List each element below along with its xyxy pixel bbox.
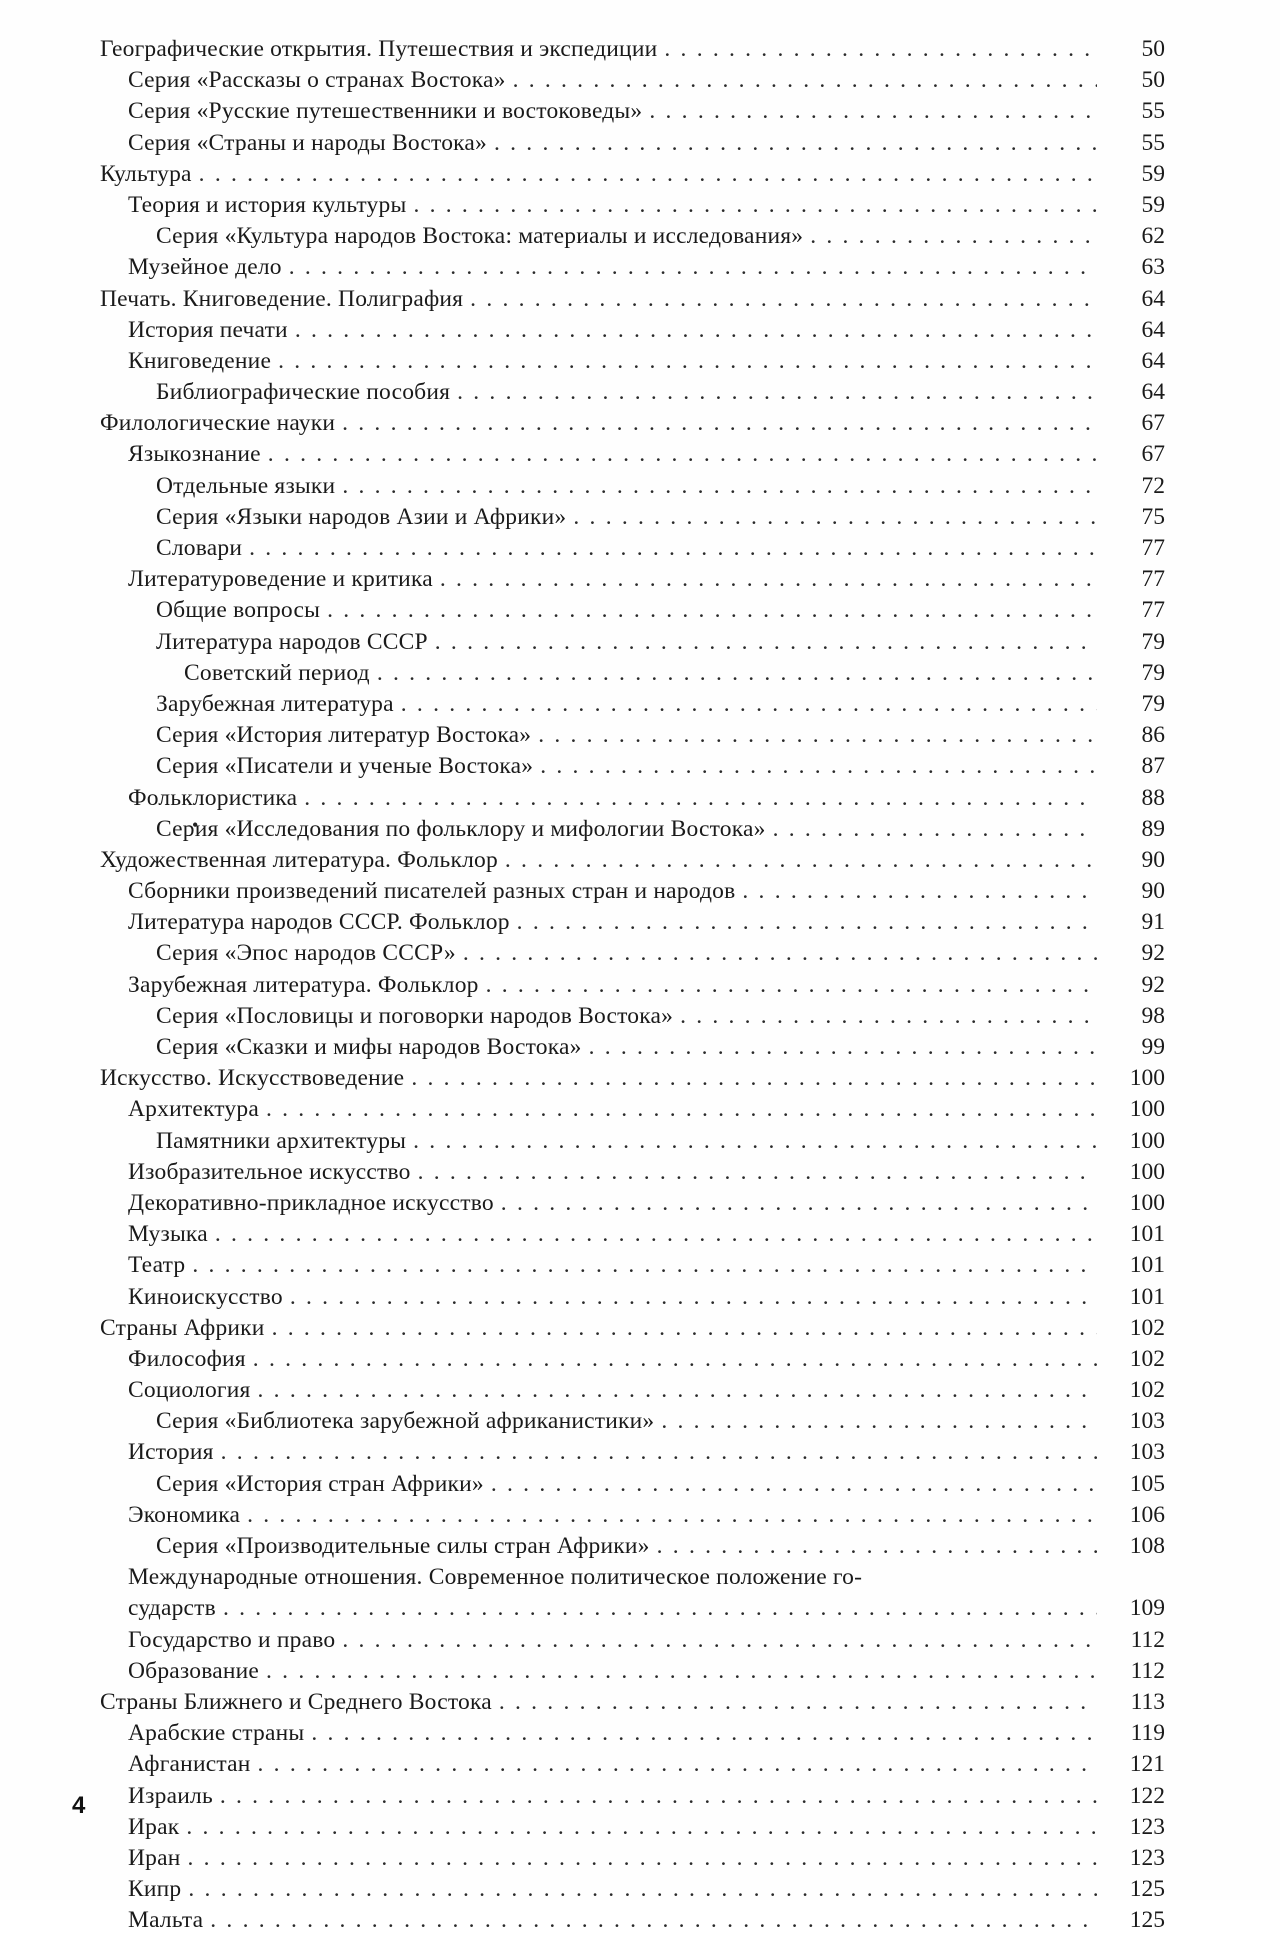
toc-entry-page: 98: [1141, 1002, 1165, 1029]
toc-entry-label: Серия «История литератур Востока»: [156, 722, 532, 749]
toc-entry-label: Искусство. Искусствоведение: [100, 1065, 405, 1092]
toc-entry-label: Серия «Культура народов Востока: материалы и исследования»: [156, 223, 804, 250]
toc-entry[interactable]: [100, 1345, 1165, 1379]
toc-entry-label: Зарубежная литература: [156, 690, 394, 717]
toc-entry-page: 101: [1129, 1252, 1165, 1279]
toc-entry[interactable]: [100, 347, 1165, 381]
toc-leader-dots: [486, 974, 1097, 998]
toc-entry[interactable]: [100, 1722, 1165, 1753]
toc-entry-page: 91: [1141, 909, 1165, 936]
toc-leader-dots: [268, 443, 1097, 467]
toc-entry[interactable]: [100, 599, 1165, 630]
toc-entry-page: 101: [1129, 1221, 1165, 1248]
toc-entry[interactable]: [100, 911, 1165, 942]
toc-leader-dots: [589, 1036, 1097, 1060]
toc-entry-page: 100: [1129, 1158, 1165, 1185]
toc-entry[interactable]: [100, 942, 1165, 973]
toc-leader-dots: [513, 69, 1097, 93]
toc-leader-dots: [253, 1348, 1097, 1372]
toc-entry[interactable]: [100, 381, 1165, 412]
toc-leader-dots: [311, 1722, 1097, 1746]
toc-entry-page: 79: [1141, 690, 1165, 717]
toc-entry[interactable]: [100, 100, 1165, 131]
toc-entry[interactable]: [100, 256, 1165, 287]
toc-entry-label: Ирак: [128, 1813, 180, 1840]
toc-entry[interactable]: [100, 285, 1165, 319]
toc-entry[interactable]: [100, 1909, 1165, 1940]
toc-entry-label: Афганистан: [128, 1751, 251, 1778]
toc-entry[interactable]: [100, 69, 1165, 100]
toc-entry[interactable]: [100, 1254, 1165, 1285]
toc-entry-label: Иран: [128, 1844, 181, 1871]
toc-entry[interactable]: [100, 815, 1165, 849]
toc-entry-page: 64: [1141, 316, 1165, 343]
toc-leader-dots: [413, 194, 1097, 218]
toc-leader-dots: [289, 256, 1097, 280]
toc-entry-page: 100: [1129, 1065, 1165, 1092]
toc-entry-label: • Серия «Исследования по фольклору и мифологии Востока»: [156, 818, 773, 842]
toc-leader-dots: [186, 1816, 1097, 1840]
toc-entry-page: 55: [1141, 129, 1165, 156]
toc-entry-label: Языкознание: [128, 441, 261, 468]
toc-entry-page: 125: [1129, 1876, 1165, 1903]
toc-leader-dots: [411, 1067, 1097, 1091]
toc-leader-dots: [377, 662, 1097, 686]
toc-entry-label: Музейное дело: [128, 254, 282, 281]
toc-entry-label: Серия «История стран Африки»: [156, 1470, 484, 1497]
toc-entry-page: 90: [1141, 846, 1165, 873]
toc-entry-label: Библиографические пособия: [156, 379, 451, 406]
toc-entry-page: 77: [1141, 597, 1165, 624]
toc-entry-page: 64: [1141, 285, 1165, 312]
toc-entry-page: 109: [1129, 1595, 1165, 1622]
toc-leader-dots: [810, 225, 1097, 249]
toc-entry[interactable]: [100, 1410, 1165, 1441]
toc-entry-page: 102: [1129, 1377, 1165, 1404]
toc-entry-page: 72: [1141, 472, 1165, 499]
toc-leader-dots: [457, 381, 1097, 405]
toc-entry-label: История печати: [128, 316, 288, 343]
toc-entry-label: Государство и право: [128, 1626, 336, 1653]
toc-leader-dots: [470, 288, 1097, 312]
toc-entry-page: 64: [1141, 379, 1165, 406]
toc-entry-label: Серия «Библиотека зарубежной африканистики»: [156, 1408, 655, 1435]
toc-entry[interactable]: [100, 537, 1165, 568]
toc-leader-dots: [413, 1130, 1097, 1154]
toc-entry-page: 113: [1130, 1688, 1165, 1715]
toc-entry[interactable]: [100, 1844, 1165, 1878]
toc-entry-label: Музыка: [128, 1221, 208, 1248]
toc-entry[interactable]: [100, 1189, 1165, 1223]
toc-entry-page: 59: [1141, 191, 1165, 218]
toc-entry-label: Отдельные языки: [156, 472, 336, 499]
toc-entry[interactable]: [100, 724, 1165, 755]
toc-entry-label: Серия «Русские путешественники и востоковеды»: [128, 98, 643, 125]
toc-entry-label: Социология: [128, 1377, 251, 1404]
toc-entry-label: Литература народов СССР. Фольклор: [128, 909, 510, 936]
toc-entry-page: 88: [1141, 784, 1165, 811]
toc-entry-page: 106: [1129, 1501, 1165, 1528]
toc-leader-dots: [342, 1629, 1097, 1653]
toc-entry-label: Серия «Эпос народов СССР»: [156, 940, 456, 967]
toc-entry[interactable]: [100, 1314, 1165, 1348]
toc-leader-dots: [435, 631, 1097, 655]
toc-entry[interactable]: [100, 1223, 1165, 1254]
toc-entry-page: 92: [1141, 940, 1165, 967]
toc-entry[interactable]: [100, 129, 1165, 163]
toc-leader-dots: [290, 1286, 1097, 1310]
toc-entry-page: 123: [1129, 1844, 1165, 1871]
toc-entry-label: Архитектура: [128, 1096, 259, 1123]
toc-entry[interactable]: [100, 1379, 1165, 1410]
toc-entry-label: Печать. Книговедение. Полиграфия: [100, 285, 464, 312]
toc-entry-label: Советский период: [184, 659, 370, 686]
toc-leader-dots: [657, 1535, 1097, 1559]
toc-entry-page: 102: [1129, 1345, 1165, 1372]
toc-leader-dots: [418, 1161, 1097, 1185]
toc-entry-label: Театр: [128, 1252, 186, 1279]
toc-entry-label: Культура: [100, 160, 192, 187]
toc-entry[interactable]: [100, 1036, 1165, 1067]
toc-entry-label: Словари: [156, 535, 243, 561]
toc-entry-page: 50: [1141, 36, 1165, 62]
toc-leader-dots: [494, 132, 1097, 156]
toc-entry-label: Образование: [128, 1657, 260, 1684]
toc-entry-page: 86: [1141, 722, 1165, 749]
toc-leader-dots: [664, 38, 1097, 62]
toc-leader-dots: [221, 1441, 1097, 1465]
toc-entry-label: Книговедение: [128, 347, 272, 374]
toc-entry-page: 67: [1141, 410, 1165, 437]
toc-entry-page: 75: [1141, 503, 1165, 530]
toc-entry-label: Серия «Производительные силы стран Африки»: [156, 1533, 650, 1559]
toc-entry-label: Экономика: [128, 1501, 241, 1528]
toc-entry[interactable]: [100, 1283, 1165, 1317]
toc-leader-dots: [210, 1909, 1097, 1933]
toc-entry-label: Серия «Рассказы о странах Востока»: [128, 67, 506, 94]
toc-entry[interactable]: [100, 503, 1165, 537]
toc-entry[interactable]: [100, 472, 1165, 506]
toc-leader-dots: [199, 163, 1097, 187]
toc-leader-dots: [540, 755, 1097, 779]
toc-leader-dots: [266, 1098, 1097, 1122]
toc-leader-dots: [192, 1254, 1097, 1278]
toc-entry-label: Общие вопросы: [156, 597, 321, 624]
toc-leader-dots: [327, 599, 1097, 623]
toc-entry-page: 59: [1141, 160, 1165, 187]
toc-entry[interactable]: [100, 1566, 1165, 1628]
toc-entry-label: Мальта: [128, 1907, 204, 1934]
toc-entry-label: Литературоведение и критика: [128, 566, 433, 593]
toc-entry-label: Сборники произведений писателей разных стран и народов: [128, 878, 736, 905]
toc-leader-dots: [215, 1223, 1097, 1247]
toc-entry[interactable]: [100, 1002, 1165, 1036]
toc-entry[interactable]: [100, 1098, 1165, 1129]
toc-entry[interactable]: [100, 443, 1165, 474]
toc-leader-dots: [258, 1753, 1097, 1777]
toc-entry-label: Теория и история культуры: [128, 191, 407, 218]
toc-entry[interactable]: [100, 880, 1165, 911]
toc-leader-dots: [223, 1597, 1097, 1621]
toc-entry-page: 125: [1129, 1907, 1165, 1934]
toc-leader-dots: [517, 911, 1097, 935]
toc-leader-dots: [491, 1473, 1097, 1497]
toc-entry-page: 79: [1141, 659, 1165, 686]
toc-leader-dots: [499, 1691, 1097, 1715]
toc-entry-page: 122: [1129, 1782, 1165, 1809]
toc-entry[interactable]: [100, 225, 1165, 256]
toc-entry-page: 63: [1141, 254, 1165, 281]
toc-entry-label: Израиль: [128, 1782, 213, 1809]
toc-entry-page: 119: [1130, 1720, 1165, 1747]
toc-entry-page: 79: [1141, 628, 1165, 655]
toc-entry-page: 50: [1141, 67, 1165, 94]
toc-leader-dots: [501, 1192, 1097, 1216]
toc-leader-dots: [342, 412, 1097, 436]
toc-entry[interactable]: [100, 628, 1165, 662]
toc-entry-label: Серия «Пословицы и поговорки народов Востока»: [156, 1002, 674, 1029]
toc-entry[interactable]: [100, 1626, 1165, 1660]
toc-entry-page: 100: [1129, 1127, 1165, 1154]
toc-entry-label: Страны Африки: [100, 1314, 265, 1341]
toc-entry-page: 100: [1129, 1096, 1165, 1123]
toc-entry-page: 90: [1141, 878, 1165, 905]
toc-leader-dots: [266, 1660, 1097, 1684]
toc-entry-page: 108: [1129, 1533, 1165, 1559]
toc-entry-page: 92: [1141, 971, 1165, 998]
toc-entry-label-continued: сударств . . . 109: [100, 1597, 1165, 1628]
toc-entry-label: Фольклористика: [128, 784, 298, 811]
toc-leader-dots: [278, 350, 1097, 374]
toc-leader-dots: [342, 475, 1097, 499]
toc-entry-label: Филологические науки: [100, 410, 336, 437]
toc-entry-label: Кипр: [128, 1876, 182, 1903]
toc-entry-page: 55: [1141, 98, 1165, 125]
toc-entry[interactable]: [100, 1657, 1165, 1691]
toc-entry[interactable]: [100, 690, 1165, 724]
toc-entry-page: 67: [1141, 441, 1165, 468]
toc-entry-page: 103: [1129, 1439, 1165, 1466]
toc-entry-page: 112: [1130, 1657, 1165, 1684]
toc-entry[interactable]: [100, 1878, 1165, 1909]
toc-entry[interactable]: [100, 1753, 1165, 1784]
toc-entry[interactable]: [100, 316, 1165, 350]
toc-leader-dots: [295, 319, 1097, 343]
toc-entry[interactable]: [100, 1688, 1165, 1722]
toc-entry-page: 123: [1129, 1813, 1165, 1840]
toc-entry-label: Памятники архитектуры: [156, 1127, 407, 1154]
toc-leader-dots: [220, 1785, 1097, 1809]
toc-entry-label: Арабские страны: [128, 1720, 305, 1747]
toc-entry[interactable]: [100, 1813, 1165, 1847]
toc-leader-dots: [247, 1504, 1097, 1528]
toc-leader-dots: [573, 506, 1097, 530]
toc-entry-label: Серия «Сказки и мифы народов Востока»: [156, 1034, 582, 1060]
toc-leader-dots: [272, 1317, 1097, 1341]
toc-entry-page: 77: [1141, 566, 1165, 593]
toc-entry-page: 64: [1141, 347, 1165, 374]
toc-entry[interactable]: [100, 1782, 1165, 1816]
toc-leader-dots: [742, 880, 1097, 904]
toc-entry-label: Страны Ближнего и Среднего Востока: [100, 1688, 492, 1715]
toc-entry[interactable]: [100, 1470, 1165, 1504]
toc-entry-label: Декоративно-прикладное искусство: [128, 1189, 494, 1216]
toc-leader-dots: [188, 1847, 1097, 1871]
toc-entry[interactable]: [100, 1441, 1165, 1472]
toc-entry-label: Изобразительное искусство: [128, 1158, 411, 1185]
toc-entry-page: 103: [1129, 1408, 1165, 1435]
toc-entry[interactable]: [100, 1158, 1165, 1192]
toc-entry-page: 89: [1141, 815, 1165, 842]
toc-entry[interactable]: [100, 1127, 1165, 1161]
toc-entry-label: Серия «Страны и народы Востока»: [128, 129, 487, 156]
toc-leader-dots: [463, 942, 1097, 966]
toc-entry[interactable]: [100, 659, 1165, 693]
toc-entry-label: Литература народов СССР: [156, 628, 428, 655]
toc-entry-label: История: [128, 1439, 214, 1466]
toc-entry-label: Географические открытия. Путешествия и экспедиции: [100, 36, 658, 62]
toc-leader-dots: [773, 818, 1097, 842]
toc-entry[interactable]: [100, 755, 1165, 786]
toc-entry[interactable]: [100, 1535, 1165, 1566]
toc-entry[interactable]: [100, 971, 1165, 1005]
toc-leader-dots: [401, 693, 1097, 717]
toc-entry[interactable]: [100, 1067, 1165, 1098]
toc-entry-page: 99: [1141, 1034, 1165, 1060]
toc-entry-page: 112: [1130, 1626, 1165, 1653]
toc-entry-page: 121: [1129, 1751, 1165, 1778]
toc-entry[interactable]: [100, 38, 1165, 69]
toc-entry-label: Серия «Писатели и ученые Востока»: [156, 753, 534, 780]
toc-entry-page: 100: [1129, 1189, 1165, 1216]
toc-entry[interactable]: [100, 568, 1165, 599]
toc-entry[interactable]: [100, 412, 1165, 443]
toc-entry[interactable]: [100, 784, 1165, 818]
toc-entry-label: Художественная литература. Фольклор: [100, 846, 498, 873]
toc-leader-dots: [188, 1878, 1097, 1902]
toc-leader-dots: [649, 100, 1097, 124]
toc-leader-dots: [505, 849, 1097, 873]
toc-entry-page: 62: [1141, 223, 1165, 250]
toc-entry-label: Международные отношения. Современное политическое положение го-: [128, 1564, 863, 1591]
toc-leader-dots: [304, 787, 1097, 811]
toc-entry-page: 102: [1129, 1314, 1165, 1341]
toc-entry-page: 105: [1129, 1470, 1165, 1497]
toc-entry-label: Зарубежная литература. Фольклор: [128, 971, 479, 998]
table-of-contents: [100, 38, 1165, 1940]
toc-entry[interactable]: [100, 1501, 1165, 1535]
toc-entry-label: Серия «Языки народов Азии и Африки»: [156, 503, 567, 530]
page-number: 4: [72, 1792, 86, 1819]
toc-leader-dots: [538, 724, 1097, 748]
toc-leader-dots: [661, 1410, 1097, 1434]
toc-leader-dots: [440, 568, 1097, 592]
toc-leader-dots: [680, 1005, 1097, 1029]
toc-entry[interactable]: [100, 191, 1165, 225]
toc-entry[interactable]: [100, 160, 1165, 194]
toc-entry-page: 77: [1141, 535, 1165, 561]
toc-entry-label: Философия: [128, 1345, 246, 1372]
toc-entry-label: Киноискусство: [128, 1283, 283, 1310]
toc-leader-dots: [258, 1379, 1097, 1403]
toc-entry[interactable]: [100, 846, 1165, 880]
toc-entry-page: 101: [1129, 1283, 1165, 1310]
toc-entry-page: 87: [1141, 753, 1165, 780]
toc-leader-dots: [249, 537, 1097, 561]
